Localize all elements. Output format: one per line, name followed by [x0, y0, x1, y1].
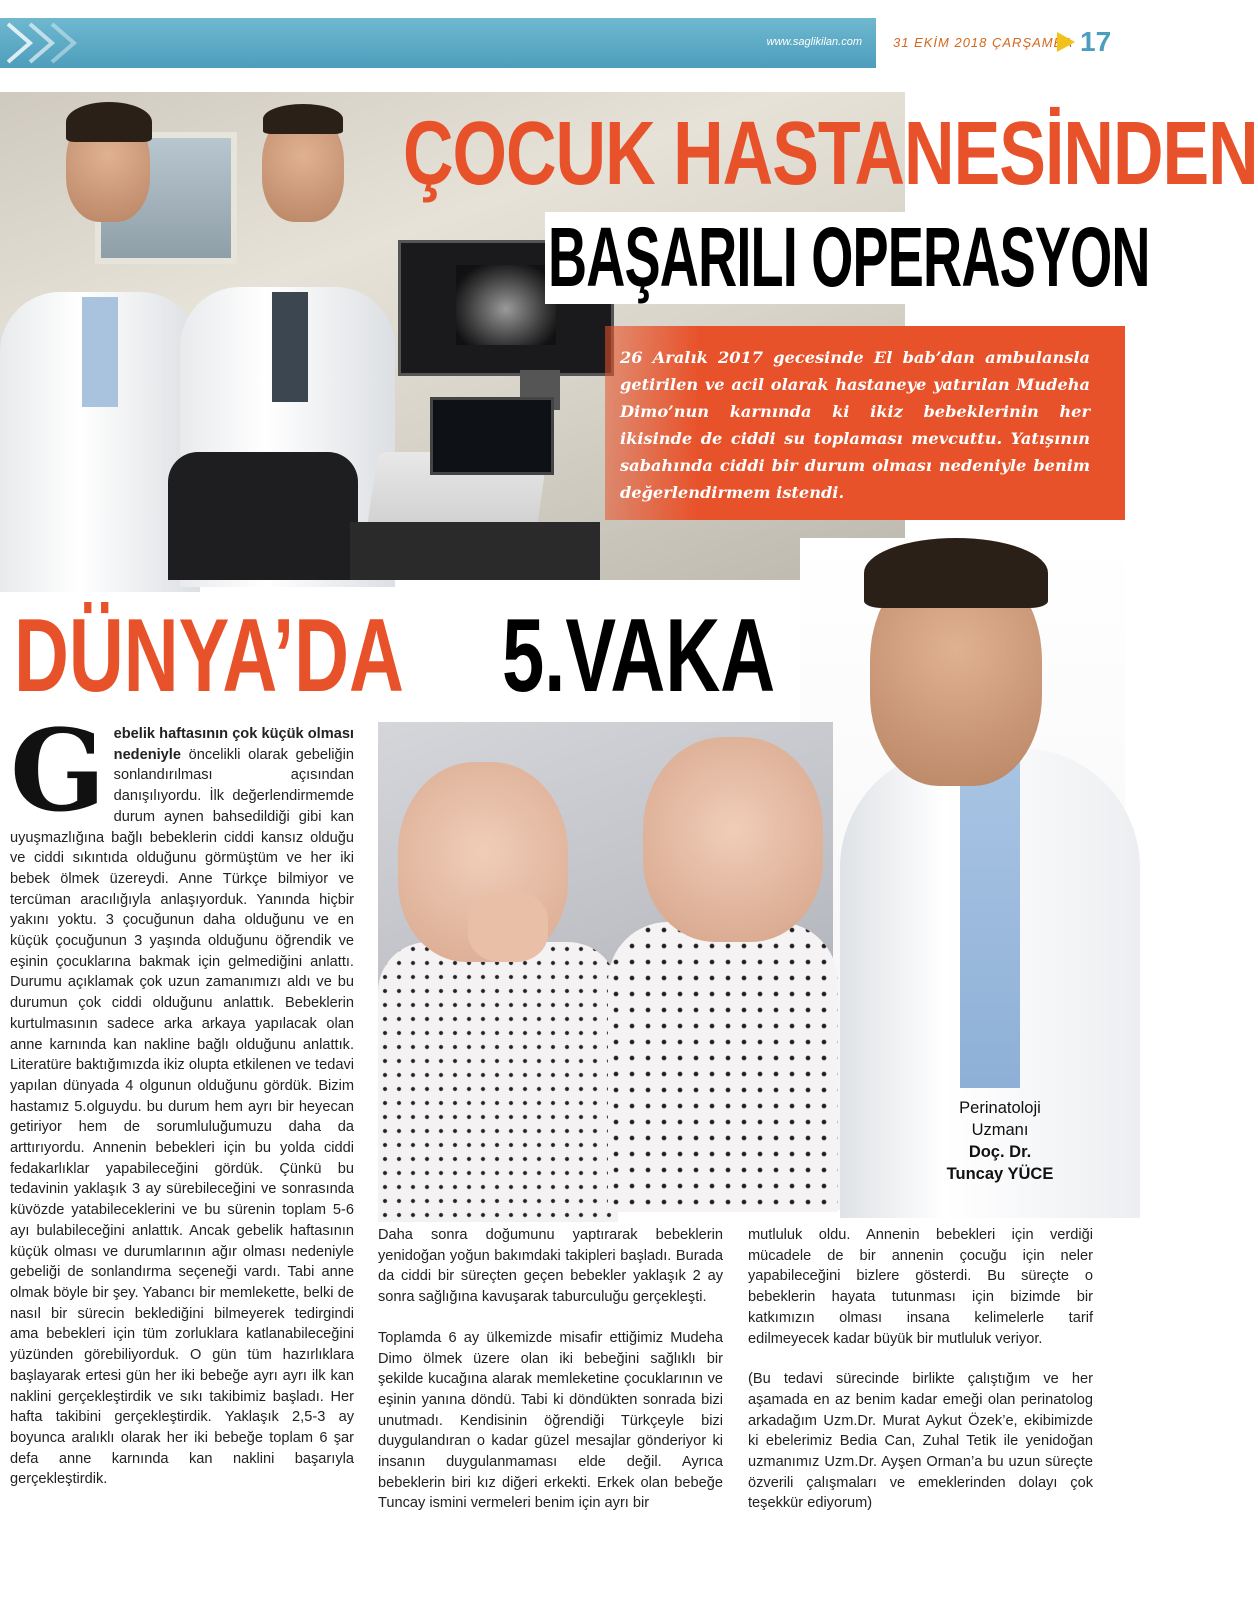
lead-paragraph: 26 Aralık 2017 gecesinde El bab’dan ambulansla getirilen ve acil olarak hastaneye yatırılan Mudeha Dimo’nun karnında ki ikiz bebeklerinin her ikisinde de ciddi su toplaması mevcuttu. Yatışının sabahında ciddi bir durum olması nedeniyle benim değerlendirmem istendi. — [620, 348, 1090, 502]
baby-hand — [468, 892, 548, 962]
baby-left-body — [378, 942, 618, 1222]
portrait-shirt — [960, 758, 1020, 1088]
doctor-left-hair — [66, 102, 152, 142]
column-3-paragraph-2: (Bu tedavi sürecinde birlikte çalıştığım ve her aşamada en az benim kadar emeği olan perinatolog arkadağım Uzm.Dr. Murat Aykut Özek’e, ekibimizde ki ebelerimiz Bedia Can, Zuhal Tetik ile yenidoğan uzmanımız Uzm.Dr. Ayşen Orman’a bu uzun süreçte özverili çalışmaları ve emeklerinden dolayı çok teşekkür ediyorum) — [748, 1371, 1093, 1512]
twin-babies-photo — [378, 722, 833, 1212]
article-column-2 — [378, 1225, 723, 1534]
article-column-3 — [748, 1225, 1093, 1534]
caption-role-1: Perinatoloji — [959, 1099, 1041, 1117]
intro-bold: ebelik haftasının çok küçük olması nedeniyle — [113, 726, 354, 763]
article-column-1 — [10, 706, 354, 1490]
title-line-2: BAŞARILI OPERASYON — [548, 209, 1150, 304]
ultrasound-scan-image — [456, 265, 556, 345]
title-line-1: ÇOCUK HASTANESİNDEN — [403, 103, 1258, 204]
doctor-caption — [910, 1097, 1090, 1185]
ultrasound-touchscreen — [430, 397, 554, 475]
page-number: 17 — [1080, 26, 1112, 57]
headline-black: 5.VAKA — [502, 597, 776, 713]
baby-right-body — [608, 922, 838, 1212]
column-2-paragraph-2: Toplamda 6 ay ülkemizde misafir ettiğimiz Mudeha Dimo ölmek üzere olan iki bebeğini sağlıklı bir şekilde kucağına alarak memleketine çocuklarının ve eşinin yanına döndü. Tabi ki döndükten sonrada bizi unutmadı. Kendisinin öğrendiği Türkçeyle bizi duygulandıran o kadar güzel mesajlar gönderiyor ki insanın duygulanmaması elde değil. Ayrıca bebeklerin biri kız diğeri erkekti. Erkek olan bebeğe Tuncay ismini vermeleri benim için ayrı bir — [378, 1329, 723, 1512]
header-url[interactable]: www.saglikilan.com — [766, 36, 862, 48]
page-arrow-icon — [1057, 32, 1075, 52]
doctor-right-shirt — [272, 292, 308, 402]
column-1-text: öncelikli olarak gebeliğin sonlandırılması açısından danışılıyordu. İlk değerlendirmemde durum aynen bahsedildiği gibi kan uyuşmazlığına bağlı bebeklerin ciddi kansız olduğu ve ciddi sıkıntıda olduğunu görmüştüm ve her iki bebek ölmek üzereydi. Anne Türkçe bilmiyor ve tercüman aracılığıyla anlaşıyorduk. Yanında hiçbir yakını yoktu. 3 çocuğunun daha olduğunu ve en küçük çocuğunun 3 yaşında olduğunu öğrendik ve eşinin çocuklarına bakmak için gelmediğini anlattı. Durumu açıklamak çok uzun zamanımızı aldı ve bu durumun çok ciddi olduğunu anlattık. Bebeklerin kurtulmasının sadece arka arkaya yapılacak olan anne karnında kan nakline bağlı olduğunu anlattık. Literatüre baktığımızda ikiz olupta etkilenen ve tedavi yapılan dünyada 4 olgunun olduğunu gördük. Bizim hastamız 5.olguydu. bu durum hem ayrı bir heyecan getiriyor hem de sorumluluğumuzu daha da arttırıyordu. Annenin bebekleri için bu yolda ciddi fedakarlıklar yapabileceğini gördük. Çünkü bu tedavinin yaklaşık 3 ay sürebileceğini ve sonrasında küvözde yatabileceklerini ve bu sürenin toplam 5-6 ayı bulabileceğini anlattık. Ancak gebelik haftasının küçük olması ve durumlarının ağır olması nedeniyle gebeliği de sonlandırma seçeneği vardı. Tabi anne olmak böyle bir şey. Yabancı bir memlekette, belki de nasıl bir sürecin beklediğini bilmeyerek tedirgindi ama bebekleri için tüm zorluklara katlanabileceğini yüzünden görebiliyorduk. O gün tüm hazırlıklara başlayarak ertesi gün her iki bebeğe ayrı ayrı ilk kan naklini gerçekleştirdik ve sıkı takibimiz başladı. Her hafta takibini gerçekleştirdik. Yaklaşık 2,5-3 ay boyunca aralıklı olarak her iki bebeğe toplam 6 şar defa anne karnında kan naklini başarıyla gerçekleştirdik. — [10, 746, 354, 1488]
portrait-hair — [864, 538, 1048, 608]
doctor-left-shirt — [82, 297, 118, 407]
chair-shape — [168, 452, 358, 580]
caption-name: Tuncay YÜCE — [946, 1165, 1054, 1183]
ultrasound-base — [350, 522, 600, 580]
header-date: 31 EKİM 2018 ÇARŞAMBA — [893, 35, 1073, 50]
doctor-right-hair — [263, 104, 343, 134]
column-2-paragraph-1: Daha sonra doğumunu yaptırarak bebeklerin yenidoğan yoğun bakımdaki takipleri başladı. Burada da ciddi bir süreçten geçen bebekler yaklaşık 2 ay sonra sağlığına kavuşarak taburculuğu gerçekleşti. — [378, 1227, 723, 1306]
caption-role-2: Uzmanı — [971, 1121, 1029, 1139]
caption-title: Doç. Dr. — [968, 1143, 1032, 1161]
drop-cap: G — [10, 706, 106, 837]
chevron-right-icon — [0, 18, 80, 68]
headline-orange: DÜNYA’DA — [14, 597, 404, 713]
baby-right-face — [643, 737, 823, 942]
column-3-paragraph-1: mutluluk oldu. Annenin bebekleri için verdiği mücadele de bir annenin çocuğu için neler yapabileceğini bizlere gösterdi. Bu süreçte o bebeklerin hayata tutunması için bizimde bir katkımızın olması insana kelimelerle tarif edilmeyecek kadar büyük bir mutluluk veriyor. — [748, 1227, 1093, 1347]
